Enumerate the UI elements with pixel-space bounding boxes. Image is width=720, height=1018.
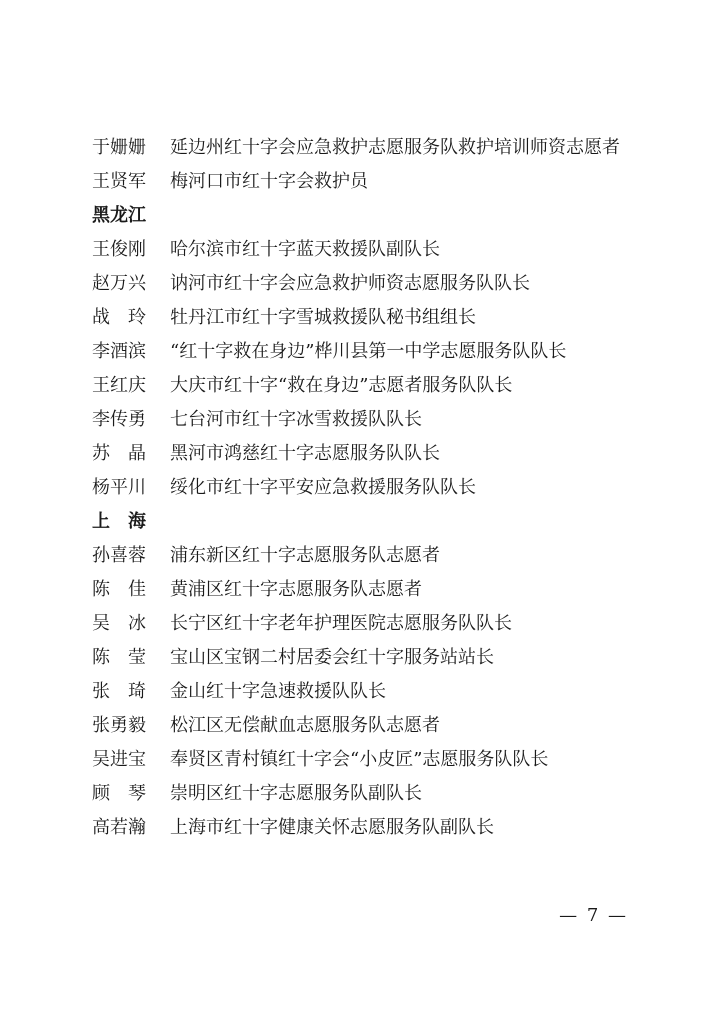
list-item [92, 539, 632, 573]
person-title: 黑河市鸿慈红十字志愿服务队队长 [170, 443, 440, 464]
person-title: 长宁区红十字老年护理医院志愿服务队队长 [170, 613, 512, 634]
person-name: 张勇毅 [92, 715, 146, 736]
list-item [92, 437, 632, 471]
person-name: 赵万兴 [92, 273, 146, 294]
person-name: 吴 冰 [92, 613, 146, 634]
person-name: 王贤军 [92, 171, 146, 192]
person-name: 高若瀚 [92, 817, 146, 838]
person-name: 战 玲 [92, 307, 146, 328]
person-title: 延边州红十字会应急救护志愿服务队救护培训师资志愿者 [170, 137, 620, 158]
list-item [92, 607, 632, 641]
person-name: 顾 琴 [92, 783, 146, 804]
person-title: 松江区无偿献血志愿服务队志愿者 [170, 715, 440, 736]
list-item [92, 165, 632, 199]
person-title: 牡丹江市红十字雪城救援队秘书组组长 [170, 307, 476, 328]
person-title: 梅河口市红十字会救护员 [170, 171, 368, 192]
list-item [92, 267, 632, 301]
page-number: — 7 — [559, 905, 628, 926]
list-item [92, 335, 632, 369]
list-item [92, 709, 632, 743]
person-title: 大庆市红十字“救在身边”志愿者服务队队长 [170, 375, 513, 396]
list-item [92, 777, 632, 811]
list-item [92, 369, 632, 403]
person-title: 讷河市红十字会应急救护师资志愿服务队队长 [170, 273, 530, 294]
person-name: 陈 佳 [92, 579, 146, 600]
region-heading: 黑龙江 [92, 205, 146, 226]
honoree-list [92, 131, 632, 845]
person-name: 陈 莹 [92, 647, 146, 668]
list-item [92, 675, 632, 709]
person-name: 吴进宝 [92, 749, 146, 770]
list-item [92, 403, 632, 437]
list-item [92, 301, 632, 335]
person-title: 绥化市红十字平安应急救援服务队队长 [170, 477, 476, 498]
region-heading: 上 海 [92, 511, 146, 532]
person-name: 张 琦 [92, 681, 146, 702]
person-title: 黄浦区红十字志愿服务队志愿者 [170, 579, 422, 600]
person-title: “红十字救在身边”桦川县第一中学志愿服务队队长 [170, 341, 567, 362]
list-item [92, 471, 632, 505]
person-name: 于姗姗 [92, 137, 146, 158]
person-name: 苏 晶 [92, 443, 146, 464]
person-title: 崇明区红十字志愿服务队副队长 [170, 783, 422, 804]
person-name: 王俊刚 [92, 239, 146, 260]
person-title: 七台河市红十字冰雪救援队队长 [170, 409, 422, 430]
person-title: 浦东新区红十字志愿服务队志愿者 [170, 545, 440, 566]
person-name: 杨平川 [92, 477, 146, 498]
person-name: 孙喜蓉 [92, 545, 146, 566]
list-item [92, 811, 632, 845]
person-name: 李传勇 [92, 409, 146, 430]
person-title: 金山红十字急速救援队队长 [170, 681, 386, 702]
person-title: 哈尔滨市红十字蓝天救援队副队长 [170, 239, 440, 260]
list-item [92, 131, 632, 165]
list-item [92, 573, 632, 607]
person-title: 宝山区宝钢二村居委会红十字服务站站长 [170, 647, 494, 668]
person-name: 王红庆 [92, 375, 146, 396]
person-title: 奉贤区青村镇红十字会“小皮匠”志愿服务队队长 [170, 749, 549, 770]
person-title: 上海市红十字健康关怀志愿服务队副队长 [170, 817, 494, 838]
list-item [92, 233, 632, 267]
list-item [92, 743, 632, 777]
person-name: 李酒滨 [92, 341, 146, 362]
list-item [92, 641, 632, 675]
